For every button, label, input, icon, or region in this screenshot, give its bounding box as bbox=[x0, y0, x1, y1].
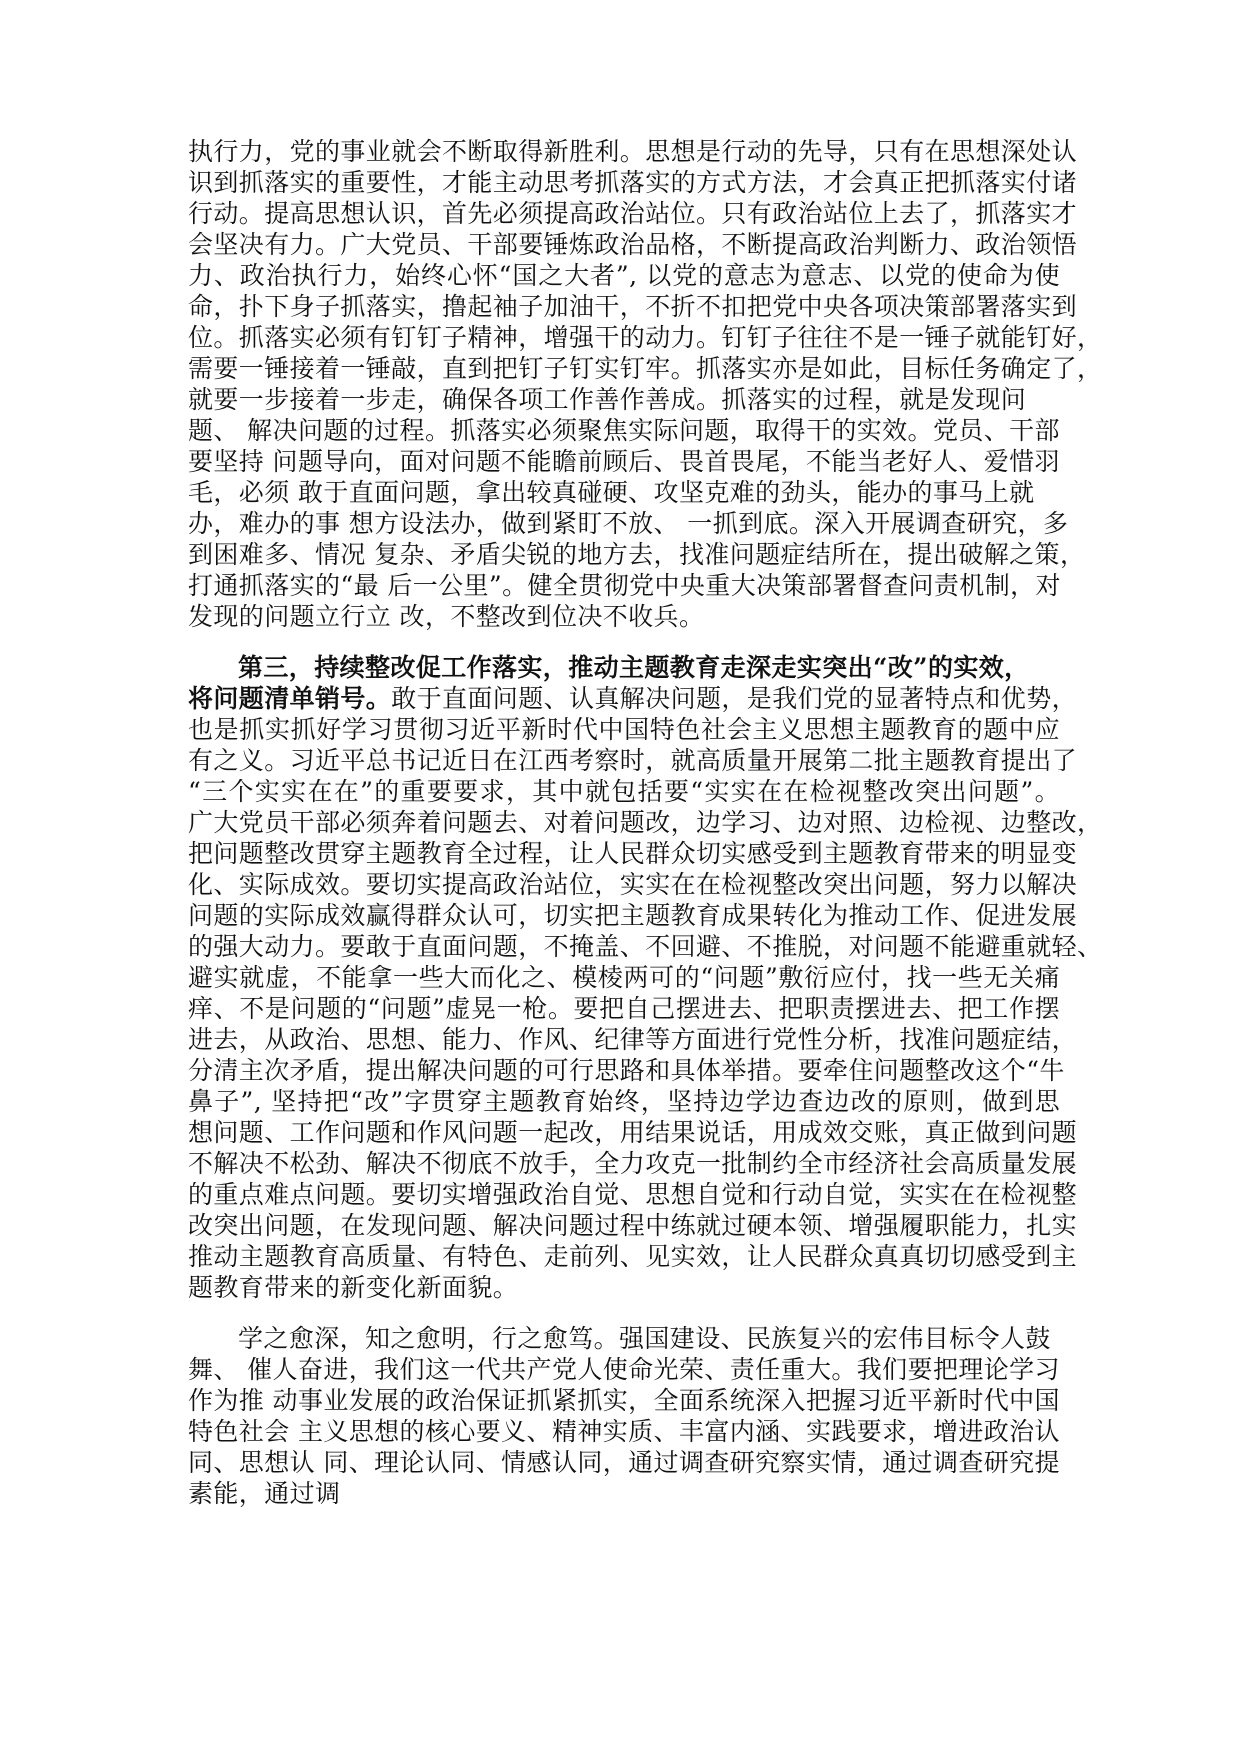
text-line bbox=[188, 683, 1078, 714]
text-line: 要坚持 问题导向，面对问题不能瞻前顾后、畏首畏尾，不能当老好人、爱惜羽 bbox=[188, 447, 1060, 476]
text-line: 同、思想认 同、理论认同、情感认同，通过调查研究察实情，通过调查研究提 bbox=[188, 1448, 1060, 1477]
text-line: 办，难办的事 想方设法办，做到紧盯不放、 一抓到底。深入开展调查研究，多 bbox=[188, 509, 1069, 538]
text-line: 不解决不松劲、解决不彻底不放手，全力攻克一批制约全市经济社会高质量发展 bbox=[188, 1149, 1078, 1178]
text-line: 舞、 催人奋进，我们这一代共产党人使命光荣、责任重大。我们要把理论学习 bbox=[188, 1355, 1060, 1384]
section-heading: 第三，持续整改促工作落实，推动主题教育走深走实突出“改”的实效， bbox=[238, 653, 1030, 682]
text-line: 位。抓落实必须有钉钉子精神，增强干的动力。钉钉子往往不是一锤子就能钉好， bbox=[188, 323, 1103, 352]
paragraph-3 bbox=[188, 1323, 1060, 1509]
text-line: 打通抓落实的“最 后一公里”。健全贯彻党中央重大决策部署督查问责机制，对 bbox=[188, 571, 1061, 600]
text-line: 避实就虚，不能拿一些大而化之、模棱两可的“问题”敷衍应付，找一些无关痛 bbox=[188, 963, 1060, 992]
text-line: 题、 解决问题的过程。抓落实必须聚焦实际问题，取得干的实效。党员、干部 bbox=[188, 416, 1060, 445]
text-line: 识到抓落实的重要性，才能主动思考抓落实的方式方法，才会真正把抓落实付诸 bbox=[188, 168, 1078, 197]
text-line: 把问题整改贯穿主题教育全过程，让人民群众切实感受到主题教育带来的明显变 bbox=[188, 839, 1078, 868]
text-line: 痒、不是问题的“问题”虚晃一枪。要把自己摆进去、把职责摆进去、把工作摆 bbox=[188, 994, 1060, 1023]
text-line-rest: 敢于直面问题、认真解决问题，是我们党的显著特点和优势， bbox=[391, 684, 1078, 713]
text-line: 有之义。习近平总书记近日在江西考察时，就高质量开展第二批主题教育提出了 bbox=[188, 746, 1078, 775]
text-line: 行动。提高思想认识，首先必须提高政治站位。只有政治站位上去了，抓落实才 bbox=[188, 199, 1078, 228]
paragraph-2 bbox=[188, 652, 1103, 1303]
text-line: 鼻子”, 坚持把“改”字贯穿主题教育始终，坚持边学边查边改的原则，做到思 bbox=[188, 1087, 1060, 1116]
text-line: 的重点难点问题。要切实增强政治自觉、思想自觉和行动自觉，实实在在检视整 bbox=[188, 1180, 1078, 1209]
paragraph-gap bbox=[188, 632, 1060, 652]
text-line: 题教育带来的新变化新面貌。 bbox=[188, 1273, 519, 1302]
text-line: 广大党员干部必须奔着问题去、对着问题改，边学习、边对照、边检视、边整改， bbox=[188, 808, 1103, 837]
text-line: 分清主次矛盾，提出解决问题的可行思路和具体举措。要牵住问题整改这个“牛 bbox=[188, 1056, 1065, 1085]
text-line: 学之愈深，知之愈明，行之愈笃。强国建设、民族复兴的宏伟目标令人鼓 bbox=[238, 1324, 1051, 1353]
text-line: 发现的问题立行立 改，不整改到位决不收兵。 bbox=[188, 602, 705, 631]
text-line: 力、政治执行力，始终心怀“国之大者”, 以党的意志为意志、以党的使命为使 bbox=[188, 261, 1060, 290]
paragraph-1 bbox=[188, 136, 1103, 632]
text-line: 就要一步接着一步走，确保各项工作善作善成。抓落实的过程，就是发现问 bbox=[188, 385, 1027, 414]
text-line: 特色社会 主义思想的核心要义、精神实质、丰富内涵、实践要求，增进政治认 bbox=[188, 1417, 1060, 1446]
section-heading-end: 将问题清单销号。 bbox=[188, 684, 392, 713]
text-line: “三个实实在在”的重要要求，其中就包括要“实实在在检视整改突出问题”。 bbox=[188, 777, 1060, 806]
text-line: 推动主题教育高质量、有特色、走前列、见实效，让人民群众真真切切感受到主 bbox=[188, 1242, 1078, 1271]
text-line: 进去，从政治、思想、能力、作风、纪律等方面进行党性分析，找准问题症结， bbox=[188, 1025, 1078, 1054]
text-line: 需要一锤接着一锤敲，直到把钉子钉实钉牢。抓落实亦是如此，目标任务确定了， bbox=[188, 354, 1103, 383]
document-body bbox=[188, 136, 1103, 1509]
text-line: 想问题、工作问题和作风问题一起改，用结果说话，用成效交账，真正做到问题 bbox=[188, 1118, 1078, 1147]
text-line: 作为推 动事业发展的政治保证抓紧抓实，全面系统深入把握习近平新时代中国 bbox=[188, 1386, 1060, 1415]
text-line: 执行力，党的事业就会不断取得新胜利。思想是行动的先导，只有在思想深处认 bbox=[188, 137, 1078, 166]
text-line: 化、实际成效。要切实提高政治站位，实实在在检视整改突出问题，努力以解决 bbox=[188, 870, 1078, 899]
text-line: 也是抓实抓好学习贯彻习近平新时代中国特色社会主义思想主题教育的题中应 bbox=[188, 715, 1060, 744]
text-line: 的强大动力。要敢于直面问题，不掩盖、不回避、不推脱，对问题不能避重就轻、 bbox=[188, 932, 1103, 961]
text-line: 素能，通过调 bbox=[188, 1479, 341, 1508]
text-line: 毛，必须 敢于直面问题，拿出较真碰硬、攻坚克难的劲头，能办的事马上就 bbox=[188, 478, 1035, 507]
paragraph-gap bbox=[188, 1303, 1060, 1323]
text-line: 会坚决有力。广大党员、干部要锤炼政治品格，不断提高政治判断力、政治领悟 bbox=[188, 230, 1078, 259]
text-line: 改突出问题，在发现问题、解决问题过程中练就过硬本领、增强履职能力，扎实 bbox=[188, 1211, 1078, 1240]
text-line: 问题的实际成效赢得群众认可，切实把主题教育成果转化为推动工作、促进发展 bbox=[188, 901, 1078, 930]
text-line: 到困难多、情况 复杂、矛盾尖锐的地方去，找准问题症结所在，提出破解之策， bbox=[188, 540, 1086, 569]
text-line: 命，扑下身子抓落实，撸起袖子加油干，不折不扣把党中央各项决策部署落实到 bbox=[188, 292, 1078, 321]
